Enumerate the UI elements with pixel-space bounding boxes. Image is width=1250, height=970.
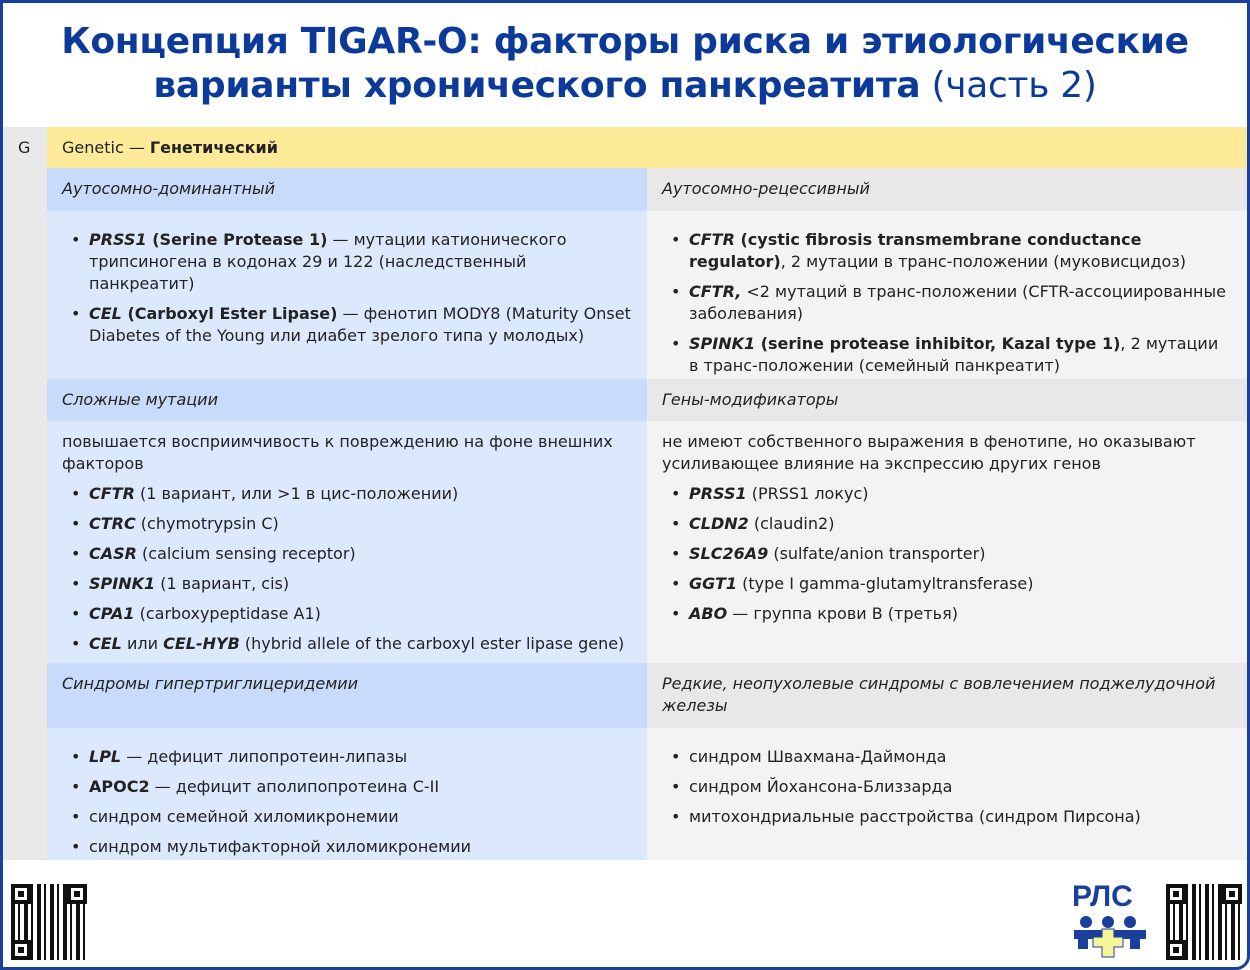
- list-item: [62, 603, 632, 625]
- qr-code-right: [1166, 884, 1242, 960]
- section-body-left: [47, 421, 647, 663]
- item-text: <2 мутаций в транс-положении (CFTR-ассоциированные заболевания): [689, 282, 1226, 323]
- section-header-left: Сложные мутации: [47, 379, 647, 421]
- gene-name: CFTR,: [689, 282, 742, 301]
- section-header-left: Аутосомно-доминантный: [47, 168, 647, 211]
- gene-name: (Carboxyl Ester Lipase): [121, 304, 338, 323]
- list-item: [62, 633, 632, 655]
- bullet-list: [62, 229, 632, 347]
- item-text: (calcium sensing receptor): [136, 544, 356, 563]
- bullet-list: [62, 483, 632, 655]
- list-item: [662, 333, 1232, 377]
- list-item: [62, 806, 632, 828]
- gene-name: SPINK1: [89, 574, 156, 593]
- gene-name: CFTR: [89, 484, 135, 503]
- item-text: (sulfate/anion transporter): [768, 544, 986, 563]
- list-item: [62, 513, 632, 535]
- list-item: [662, 513, 1232, 535]
- section-body-left: [47, 728, 647, 860]
- item-text: , 2 мутации в транс-положении (семейный панкреатит): [689, 334, 1219, 375]
- title-suffix: (часть 2): [920, 65, 1097, 106]
- section-body-right: [647, 421, 1247, 663]
- gene-name: CEL: [89, 304, 122, 323]
- item-text: синдром Швахмана-Даймонда: [689, 747, 947, 766]
- item-text: синдром Йохансона-Близзарда: [689, 777, 953, 796]
- item-text: (1 вариант, или >1 в цис-положении): [134, 484, 459, 503]
- gene-name: SLC26A9: [689, 544, 769, 563]
- item-text: — фенотип MODY8 (Maturity Onset Diabetes of the Young или диабет зрелого типа у молодых): [89, 304, 631, 345]
- bullet-list: [62, 746, 632, 858]
- section-intro: повышается восприимчивость к повреждению на фоне внешних факторов: [62, 432, 613, 473]
- list-item: [62, 776, 632, 798]
- gene-name: (cystic fibrosis transmembrane conductance regulator): [689, 230, 1142, 271]
- gene-name: PRSS1: [689, 484, 747, 503]
- rls-logo: [1072, 882, 1152, 958]
- list-item: [62, 746, 632, 768]
- item-text: — мутации катионического трипсиногена в кодонах 29 и 122 (наследственный панкреатит): [89, 230, 567, 293]
- section-body-right: [647, 211, 1247, 379]
- gene-name: GGT1: [689, 574, 738, 593]
- bullet-list: [662, 483, 1232, 625]
- page-title: [0, 20, 1250, 108]
- item-text: синдром семейной хиломикронемии: [89, 807, 399, 826]
- list-item: [662, 483, 1232, 505]
- list-item: [62, 303, 632, 347]
- title-line-2: варианты хронического панкреатита: [153, 65, 921, 106]
- list-item: [62, 573, 632, 595]
- list-item: [662, 806, 1232, 828]
- item-text: (hybrid allele of the carboxyl ester lipase gene): [239, 634, 625, 653]
- logo-people-cross-icon: [1072, 912, 1152, 958]
- gene-name: LPL: [89, 747, 122, 766]
- category-letter-column: [3, 127, 47, 860]
- category-letter: G: [18, 138, 31, 157]
- category-ru: Генетический: [149, 138, 278, 157]
- gene-name: APOC2: [89, 777, 150, 796]
- list-item: [662, 746, 1232, 768]
- title-line-1: Концепция TIGAR-O: факторы риска и этиологические: [61, 21, 1189, 62]
- list-item: [662, 603, 1232, 625]
- gene-name: CPA1: [89, 604, 135, 623]
- list-item: [62, 483, 632, 505]
- gene-name: CTRC: [89, 514, 136, 533]
- section-body-right: [647, 728, 1247, 860]
- gene-name: CFTR: [689, 230, 735, 249]
- section-header-left: Синдромы гипертриглицеридемии: [47, 663, 647, 728]
- list-item: [662, 281, 1232, 325]
- item-text: — дефицит аполипопротеина C-II: [149, 777, 440, 796]
- item-text: (carboxypeptidase A1): [134, 604, 321, 623]
- section-header-right: Гены-модификаторы: [647, 379, 1247, 421]
- section-intro: не имеют собственного выражения в фенотипе, но оказывают усиливающее влияние на экспрессию других генов: [662, 432, 1196, 473]
- bullet-list: [662, 746, 1232, 828]
- gene-name: (serine protease inhibitor, Kazal type 1): [755, 334, 1121, 353]
- item-text: митохондриальные расстройства (синдром Пирсона): [689, 807, 1141, 826]
- list-item: [62, 229, 632, 295]
- list-item: [662, 229, 1232, 273]
- logo-text: РЛС: [1072, 880, 1133, 913]
- gene-name: CEL: [89, 634, 122, 653]
- list-item: [662, 543, 1232, 565]
- gene-name: (Serine Protease 1): [146, 230, 328, 249]
- category-en: Genetic —: [62, 138, 150, 157]
- item-text: — дефицит липопротеин-липазы: [121, 747, 408, 766]
- gene-name: PRSS1: [89, 230, 147, 249]
- gene-name: ABO: [689, 604, 728, 623]
- gene-name: CLDN2: [689, 514, 749, 533]
- gene-name: SPINK1: [689, 334, 756, 353]
- item-text: (PRSS1 локус): [746, 484, 869, 503]
- item-text: или: [121, 634, 164, 653]
- list-item: [662, 573, 1232, 595]
- category-header: [47, 127, 1247, 168]
- list-item: [662, 776, 1232, 798]
- qr-code-left: [11, 884, 87, 960]
- item-text: (claudin2): [748, 514, 835, 533]
- section-body-left: [47, 211, 647, 379]
- item-text: (1 вариант, cis): [155, 574, 290, 593]
- item-text: , 2 мутации в транс-положении (муковисцидоз): [780, 252, 1187, 271]
- section-header-right: Редкие, неопухолевые синдромы с вовлечением поджелудочной железы: [647, 663, 1247, 728]
- list-item: [62, 543, 632, 565]
- gene-name: CASR: [89, 544, 137, 563]
- section-header-right: Аутосомно-рецессивный: [647, 168, 1247, 211]
- gene-name: CEL-HYB: [163, 634, 240, 653]
- item-text: (chymotrypsin C): [135, 514, 279, 533]
- item-text: (type I gamma-glutamyltransferase): [737, 574, 1034, 593]
- bullet-list: [662, 229, 1232, 377]
- item-text: — группа крови В (третья): [727, 604, 958, 623]
- list-item: [62, 836, 632, 858]
- item-text: синдром мультифакторной хиломикронемии: [89, 837, 472, 856]
